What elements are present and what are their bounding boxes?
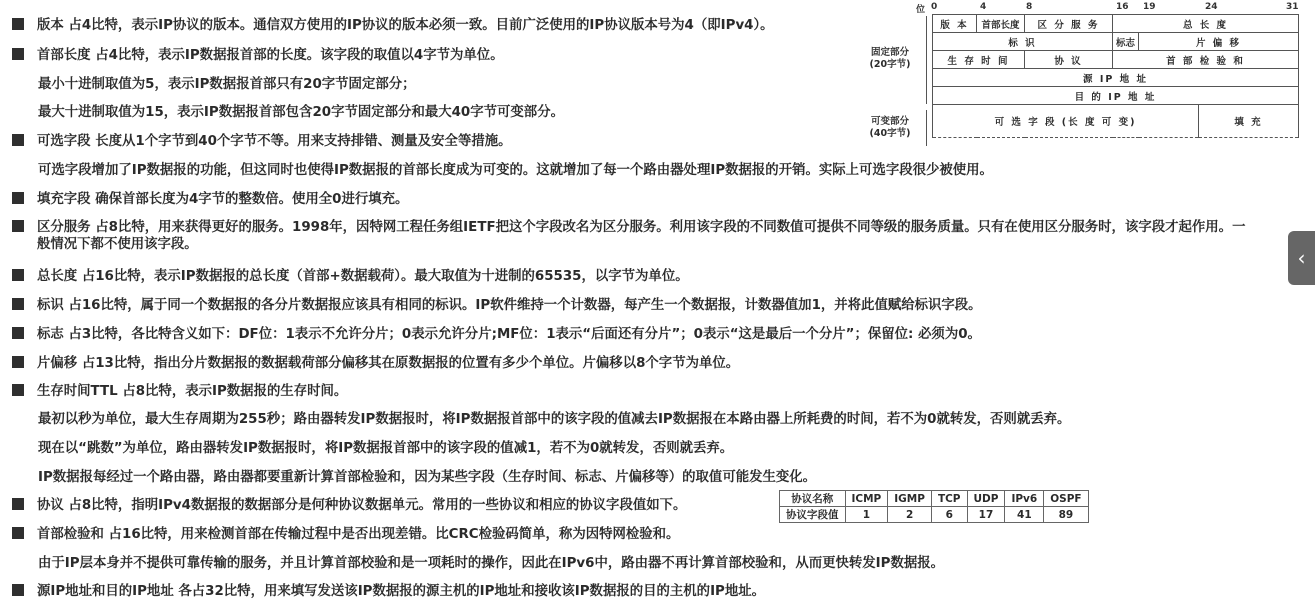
- table-cell: 协议字段值: [780, 507, 846, 523]
- table-cell: 6: [931, 507, 967, 523]
- field-fragment-offset: 片 偏 移: [1139, 33, 1299, 51]
- table-cell: ICMP: [845, 491, 888, 507]
- bullet-icon: [12, 584, 24, 596]
- bit-label: 8: [1026, 2, 1033, 12]
- text-line-fragment-offset: 片偏移 占13比特，指出分片数据报的数据载荷部分偏移其在原数据报的位置有多少个单位。片偏移以8个字节为单位。: [12, 355, 739, 379]
- bullet-icon: [12, 134, 24, 146]
- bullet-icon: [12, 48, 24, 60]
- text-line-options: 可选字段 长度从1个字节到40个字节不等。用来支持排错、测量及安全等措施。: [12, 133, 512, 157]
- bullet-icon: [12, 384, 24, 396]
- field-header-length: 首部长度: [977, 15, 1025, 33]
- bit-label: 24: [1205, 2, 1218, 12]
- table-cell: 41: [1005, 507, 1044, 523]
- table-cell: 1: [845, 507, 888, 523]
- bracket: [926, 110, 927, 146]
- field-ttl: 生 存 时 间: [933, 51, 1025, 69]
- text-line-addresses: 源IP地址和目的IP地址 各占32比特，用来填写发送该IP数据报的源主机的IP地址和接收该IP数据报的目的主机的IP地址。: [12, 583, 765, 607]
- variable-part-label: 可变部分 (40字节): [869, 116, 911, 139]
- table-row: [780, 507, 1089, 523]
- table-cell: IPv6: [1005, 491, 1044, 507]
- text-line-checksum: 首部检验和 占16比特，用来检测首部在传输过程中是否出现差错。比CRC检验码简单，称为因特网检验和。: [12, 526, 679, 550]
- table-row: [780, 491, 1089, 507]
- bullet-icon: [12, 18, 24, 30]
- bit-label: 16: [1116, 2, 1129, 12]
- bullet-icon: [12, 527, 24, 539]
- text-line: 现在以“跳数”为单位，路由器转发IP数据报时，将IP数据报首部中的该字段的值减1，若不为0就转发，否则就丢弃。: [38, 441, 734, 456]
- text-line-dscp: 区分服务 占8比特，用来获得更好的服务。1998年，因特网工程任务组IETF把这个字段改名为区分服务。利用该字段的不同数值可提供不同等级的服务质量。只有在使用区分服务时，该字段才起作用。一般情况下都不使用该字段。: [12, 219, 1249, 253]
- table-cell: IGMP: [888, 491, 932, 507]
- field-identification: 标 识: [933, 33, 1113, 51]
- chevron-left-icon: ‹: [1297, 246, 1306, 270]
- field-source-ip: 源 IP 地 址: [933, 69, 1299, 87]
- field-total-length: 总 长 度: [1113, 15, 1299, 33]
- text-line: 最大十进制取值为15，表示IP数据报首部包含20字节固定部分和最大40字节可变部分。: [38, 105, 564, 120]
- text-line: 由于IP层本身并不提供可靠传输的服务，并且计算首部校验和是一项耗时的操作，因此在IPv6中，路由器不再计算首部校验和，从而更快转发IP数据报。: [38, 556, 945, 571]
- text-line: 最初以秒为单位，最大生存周期为255秒；路由器转发IP数据报时，将IP数据报首部中的该字段的值减去IP数据报在本路由器上所耗费的时间，若不为0就转发，否则就丢弃。: [38, 412, 1071, 427]
- table-cell: UDP: [967, 491, 1005, 507]
- bullet-icon: [12, 298, 24, 310]
- table-cell: 89: [1044, 507, 1088, 523]
- bit-label: 0: [931, 2, 938, 12]
- field-destination-ip: 目 的 IP 地 址: [933, 87, 1299, 105]
- bullet-icon: [12, 498, 24, 510]
- fixed-part-label: 固定部分 (20字节): [869, 47, 911, 70]
- bit-label: 19: [1143, 2, 1156, 12]
- text-line: 最小十进制取值为5，表示IP数据报首部只有20字节固定部分；: [38, 77, 416, 92]
- table-cell: 2: [888, 507, 932, 523]
- text-line-ttl: 生存时间TTL 占8比特，表示IP数据报的生存时间。: [12, 383, 347, 407]
- bullet-icon: [12, 192, 24, 204]
- text-line-header-length: 首部长度 占4比特，表示IP数据报首部的长度。该字段的取值以4字节为单位。: [12, 47, 504, 71]
- field-header-checksum: 首 部 检 验 和: [1113, 51, 1299, 69]
- table-cell: OSPF: [1044, 491, 1088, 507]
- field-padding: 填 充: [1199, 105, 1299, 138]
- text-line-version: 版本 占4比特，表示IP协议的版本。通信双方使用的IP协议的版本必须一致。目前广泛使用的IP协议版本号为4（即IPv4）。: [12, 17, 774, 41]
- text-line: 可选字段增加了IP数据报的功能，但这同时也使得IP数据报的首部长度成为可变的。这就增加了每一个路由器处理IP数据报的开销。实际上可选字段很少被使用。: [38, 163, 993, 178]
- bullet-icon: [12, 269, 24, 281]
- text-line: IP数据报每经过一个路由器，路由器都要重新计算首部检验和，因为某些字段（生存时间、标志、片偏移等）的取值可能发生变化。: [38, 470, 817, 485]
- bit-label: 位: [916, 5, 926, 15]
- text-line-padding: 填充字段 确保首部长度为4字节的整数倍。使用全0进行填充。: [12, 191, 408, 215]
- text-line-identification: 标识 占16比特，属于同一个数据报的各分片数据报应该具有相同的标识。IP软件维持一个计数器，每产生一个数据报，计数器值加1，并将此值赋给标识字段。: [12, 297, 982, 321]
- field-flags: 标志: [1113, 33, 1139, 51]
- ip-header-table: [932, 14, 1299, 138]
- field-protocol: 协 议: [1025, 51, 1113, 69]
- field-dscp: 区 分 服 务: [1025, 15, 1113, 33]
- field-version: 版 本: [933, 15, 977, 33]
- table-cell: TCP: [931, 491, 967, 507]
- text-line-total-length: 总长度 占16比特，表示IP数据报的总长度（首部+数据载荷）。最大取值为十进制的65535，以字节为单位。: [12, 268, 689, 292]
- bullet-icon: [12, 327, 24, 339]
- bullet-icon: [12, 220, 24, 232]
- text-line-flags: 标志 占3比特，各比特含义如下：DF位：1表示不允许分片；0表示允许分片;MF位：1表示“后面还有分片”；0表示“这是最后一个分片”；保留位: 必须为0。: [12, 326, 981, 350]
- bracket: [926, 16, 927, 104]
- table-cell: 17: [967, 507, 1005, 523]
- ip-header-diagram: [862, 2, 1302, 154]
- protocol-table: [779, 490, 1089, 523]
- collapse-panel-button[interactable]: [1288, 231, 1315, 285]
- table-cell: 协议名称: [780, 491, 846, 507]
- bit-label: 31: [1286, 2, 1299, 12]
- bullet-icon: [12, 356, 24, 368]
- bit-label: 4: [980, 2, 987, 12]
- field-options: 可 选 字 段 (长 度 可 变): [933, 105, 1199, 138]
- text-line-protocol: 协议 占8比特，指明IPv4数据报的数据部分是何种协议数据单元。常用的一些协议和相应的协议字段值如下。: [12, 497, 686, 521]
